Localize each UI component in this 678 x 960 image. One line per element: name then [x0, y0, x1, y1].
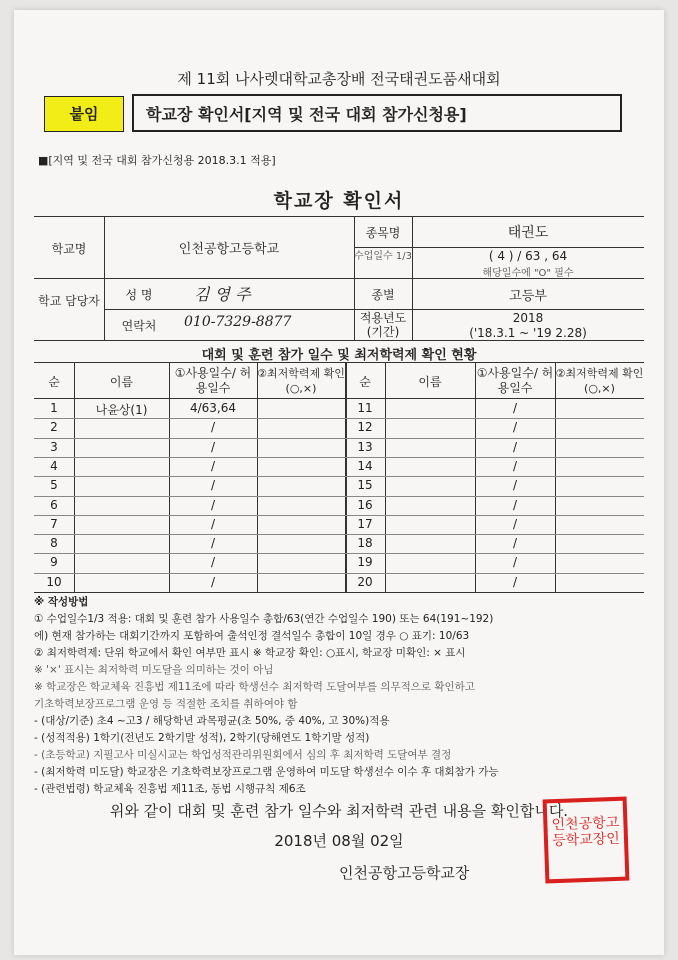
year-label: 적용년도 (기간) [359, 311, 407, 339]
row-number: 4 [50, 458, 58, 473]
row-days-right: / [512, 478, 518, 493]
instructions-heading: ※ 작성방법 [34, 596, 89, 608]
instruction-line: - (관련법령) 학교체육 진흥법 제11조, 동법 시행규칙 제6조 [34, 783, 306, 795]
school-label: 학교명 [51, 242, 87, 256]
days-value: ( 4 ) / 63 , 64 [488, 249, 568, 263]
row-number-right: 17 [357, 516, 373, 531]
col-header-name: 이름 [109, 375, 134, 389]
row-days: / [210, 555, 216, 570]
participation-table-bottom-border [34, 592, 644, 593]
attachment-badge: 붙임 [44, 96, 124, 132]
row-number-right: 12 [357, 420, 373, 435]
days-hint: 해당일수에 "O" 필수 [482, 268, 574, 279]
table-row-line [34, 457, 644, 458]
table-row-line [34, 476, 644, 477]
issue-date: 2018년 08월 02일 [274, 832, 404, 850]
row-number: 7 [50, 516, 58, 531]
row-days-right: / [512, 516, 518, 531]
col-header-no-right: 순 [359, 375, 371, 389]
instruction-line: - (대상/기준) 초4 ~고3 / 해당학년 과목평균(초 50%, 중 40%, 고 30%)적용 [34, 715, 390, 727]
days-label: 수업일수 1/3 [354, 251, 412, 262]
row-number: 8 [50, 536, 58, 551]
official-seal: 인천공항고등학교장인 [543, 797, 630, 884]
row-days-right: / [512, 497, 518, 512]
division-label: 종별 [371, 288, 395, 302]
form-title: 학교장 확인서[지역 및 전국 대회 참가신청용] [132, 94, 622, 132]
row-days-right: / [512, 420, 518, 435]
row-days: / [210, 536, 216, 551]
row-days: / [210, 478, 216, 493]
col-header-days: ①사용일수/ 허용일수 [174, 366, 252, 395]
row-number-right: 19 [357, 555, 373, 570]
info-table-bottom-border [34, 340, 644, 341]
instruction-line: ② 최저학력제: 단위 학교에서 확인 여부만 표시 ※ 학교장 확인: ○표시, 학교장 미확인: × 표시 [34, 647, 466, 659]
table-row-line [34, 515, 644, 516]
row-name: 나윤상(1) [95, 403, 148, 417]
row-number-right: 20 [357, 574, 373, 589]
period-value: ('18.3.1 ~ '19 2.28) [469, 326, 587, 340]
row-days: / [210, 439, 216, 454]
principal-signature: 인천공항고등학교장 [339, 864, 470, 882]
name-value: 김 영 주 [194, 285, 251, 304]
instruction-line: - (초등학교) 지필고사 미실시교는 학업성적관리위원회에서 심의 후 최저학력 도달여부 결정 [34, 749, 452, 761]
row-number: 9 [50, 555, 58, 570]
instruction-line: - (성적적용) 1학기(전년도 2학기말 성적), 2학기(당해연도 1학기말 성적) [34, 732, 370, 744]
info-table-row-line [104, 309, 644, 310]
instruction-line: ※ 학교장은 학교체육 진흥법 제11조에 따라 학생선수 최저학력 도달여부를 의무적으로 확인하고 [34, 681, 475, 693]
row-number: 3 [50, 439, 58, 454]
table-row-line [34, 438, 644, 439]
row-days-right: / [512, 555, 518, 570]
row-days: 4/63,64 [189, 401, 237, 415]
instruction-line: ① 수업일수1/3 적용: 대회 및 훈련 참가 사용일수 총합/63(연간 수업일수 190) 또는 64(191~192) [34, 613, 494, 625]
division-value: 고등부 [509, 289, 547, 304]
contact-value: 010-7329-8877 [184, 314, 292, 330]
row-number-right: 16 [357, 497, 373, 512]
info-table-top-border [34, 216, 644, 217]
document-page [14, 10, 664, 955]
row-days: / [210, 420, 216, 435]
instruction-line: - (최저학력 미도달) 학교장은 기초학력보장프로그램 운영하여 미도달 학생선수 이수 후 대회참가 가능 [34, 766, 499, 778]
instruction-line: ※ '×' 표시는 최저학력 미도달을 의미하는 것이 아님 [34, 664, 274, 676]
row-days-right: / [512, 401, 518, 415]
participation-table-title: 대회 및 훈련 참가 일수 및 최저학력제 확인 현황 [201, 348, 477, 363]
table-row-line [34, 496, 644, 497]
table-row-line [34, 534, 644, 535]
table-row-line [34, 553, 644, 554]
event-label: 종목명 [365, 226, 401, 240]
school-value: 인천공항고등학교 [178, 242, 280, 257]
row-days-right: / [512, 458, 518, 473]
row-number: 10 [46, 574, 62, 589]
participation-table-top-border [34, 362, 644, 363]
col-header-no: 순 [48, 375, 60, 389]
row-number-right: 11 [357, 401, 373, 415]
info-table-row-line [354, 247, 644, 248]
applicable-note: ■[지역 및 전국 대회 참가신청용 2018.3.1 적용] [38, 154, 276, 167]
row-days: / [210, 516, 216, 531]
instruction-line: 기초학력보장프로그램 운영 등 적절한 조치를 취하여야 함 [34, 698, 298, 710]
col-header-name-right: 이름 [418, 375, 442, 389]
row-days: / [210, 574, 216, 589]
row-number: 5 [50, 478, 58, 493]
col-header-days-right: ①사용일수/ 허용일수 [476, 366, 554, 395]
row-days-right: / [512, 574, 518, 589]
row-number-right: 18 [357, 536, 373, 551]
row-number: 2 [50, 420, 58, 435]
contact-label: 연락처 [121, 319, 157, 333]
table-row-line [34, 418, 644, 419]
event-value: 태권도 [507, 225, 549, 241]
participation-table-header-line [34, 398, 644, 399]
row-number: 1 [50, 401, 58, 415]
confirmation-statement: 위와 같이 대회 및 훈련 참가 일수와 최저학력 관련 내용을 확인합니다. [109, 802, 569, 820]
instruction-line: 에) 현재 참가하는 대회기간까지 포함하여 출석인정 결석일수 총합이 10일 경우 ○ 표기: 10/63 [34, 630, 470, 642]
name-label: 성 명 [125, 288, 153, 302]
row-number-right: 15 [357, 478, 373, 493]
table-row-line [34, 573, 644, 574]
row-number-right: 13 [357, 439, 373, 454]
year-value: 2018 [512, 311, 544, 325]
competition-title: 제 11회 나사렛대학교총장배 전국태권도품새대회 [177, 70, 501, 88]
row-number: 6 [50, 497, 58, 512]
row-days-right: / [512, 536, 518, 551]
document-title: 학교장 확인서 [273, 190, 405, 212]
col-header-grade: ②최저학력제 확인(○,×) [257, 367, 345, 395]
col-header-grade-right: ②최저학력제 확인(○,×) [555, 367, 644, 395]
row-number-right: 14 [357, 458, 373, 473]
row-days-right: / [512, 439, 518, 454]
instructions [34, 594, 654, 798]
row-days: / [210, 497, 216, 512]
row-days: / [210, 458, 216, 473]
manager-label: 학교 담당자 [38, 294, 100, 308]
